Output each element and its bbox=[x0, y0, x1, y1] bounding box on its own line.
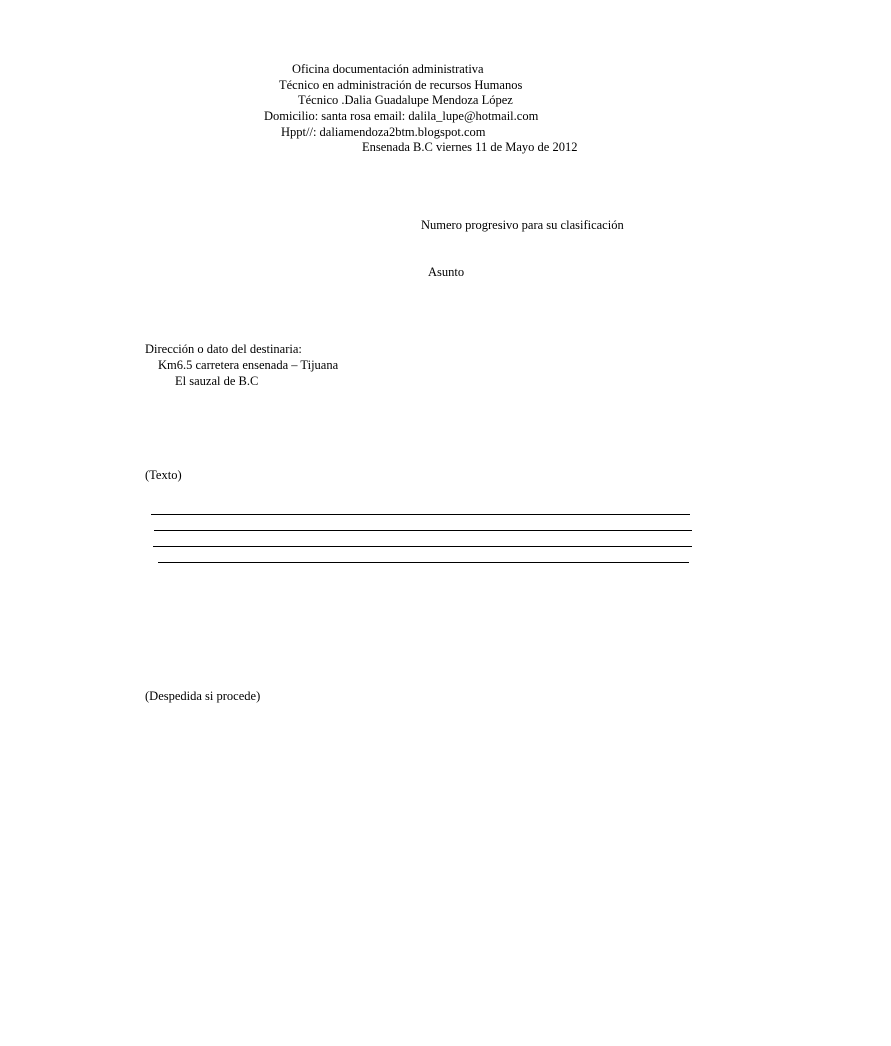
body-text-line bbox=[154, 530, 692, 531]
header-website: Hppt//: daliamendoza2btm.blogspot.com bbox=[281, 125, 486, 139]
header-name: Técnico .Dalia Guadalupe Mendoza López bbox=[298, 93, 513, 107]
body-text-line bbox=[158, 562, 689, 563]
recipient-address-line2: El sauzal de B.C bbox=[175, 374, 259, 388]
body-text-line bbox=[153, 546, 692, 547]
closing-label: (Despedida si procede) bbox=[145, 689, 261, 703]
classification-number-label: Numero progresivo para su clasificación bbox=[421, 218, 624, 232]
subject-label: Asunto bbox=[428, 265, 465, 279]
recipient-address-line1: Km6.5 carretera ensenada – Tijuana bbox=[158, 358, 339, 372]
body-text-line bbox=[151, 514, 690, 515]
header-role: Técnico en administración de recursos Humanos bbox=[279, 78, 523, 92]
header-address: Domicilio: santa rosa email: dalila_lupe@hotmail.com bbox=[264, 109, 539, 123]
body-text-label: (Texto) bbox=[145, 468, 182, 482]
header-date: Ensenada B.C viernes 11 de Mayo de 2012 bbox=[362, 140, 578, 154]
header-office: Oficina documentación administrativa bbox=[292, 62, 484, 76]
recipient-label: Dirección o dato del destinaria: bbox=[145, 342, 302, 356]
